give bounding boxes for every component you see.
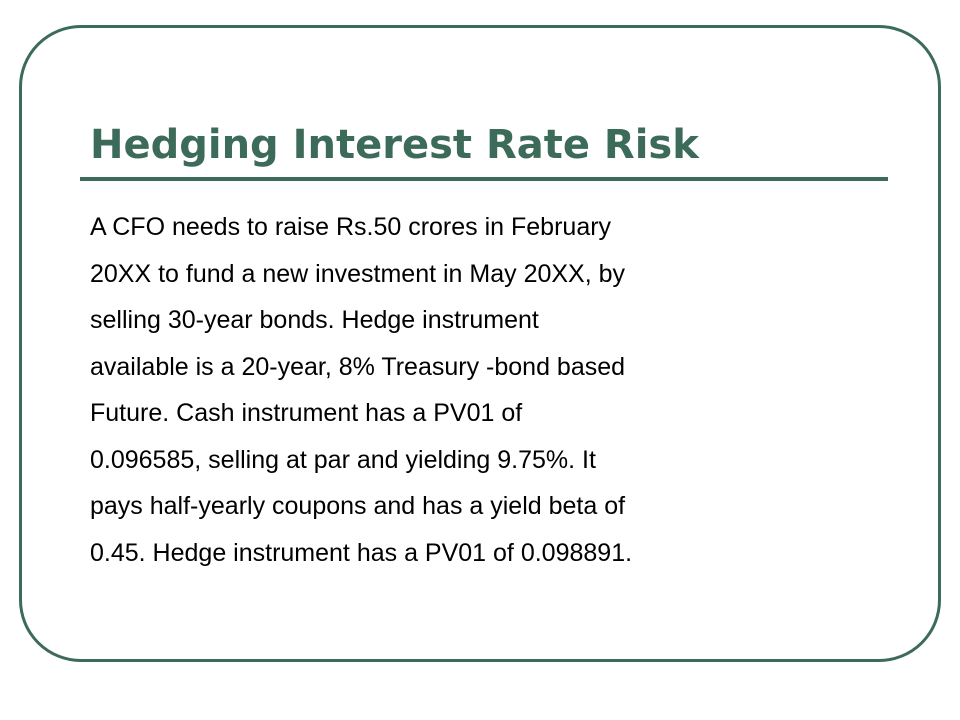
- body-line: pays half-yearly coupons and has a yield beta of: [90, 492, 626, 520]
- body-line: 0.45. Hedge instrument has a PV01 of 0.098891.: [90, 538, 633, 567]
- body-line: available is a 20-year, 8% Treasury -bond based: [90, 352, 626, 381]
- body-line: Future. Cash instrument has a PV01 of: [90, 399, 523, 427]
- title-underline: [80, 177, 888, 181]
- body-line: A CFO needs to raise Rs.50 crores in February: [90, 213, 612, 241]
- body-line: 20XX to fund a new investment in May 20XX, by: [90, 259, 626, 288]
- slide-title: Hedging Interest Rate Risk: [90, 122, 699, 168]
- body-paragraph: [90, 204, 850, 576]
- body-line: 0.096585, selling at par and yielding 9.75%. It: [90, 445, 596, 474]
- body-line: selling 30-year bonds. Hedge instrument: [90, 306, 539, 334]
